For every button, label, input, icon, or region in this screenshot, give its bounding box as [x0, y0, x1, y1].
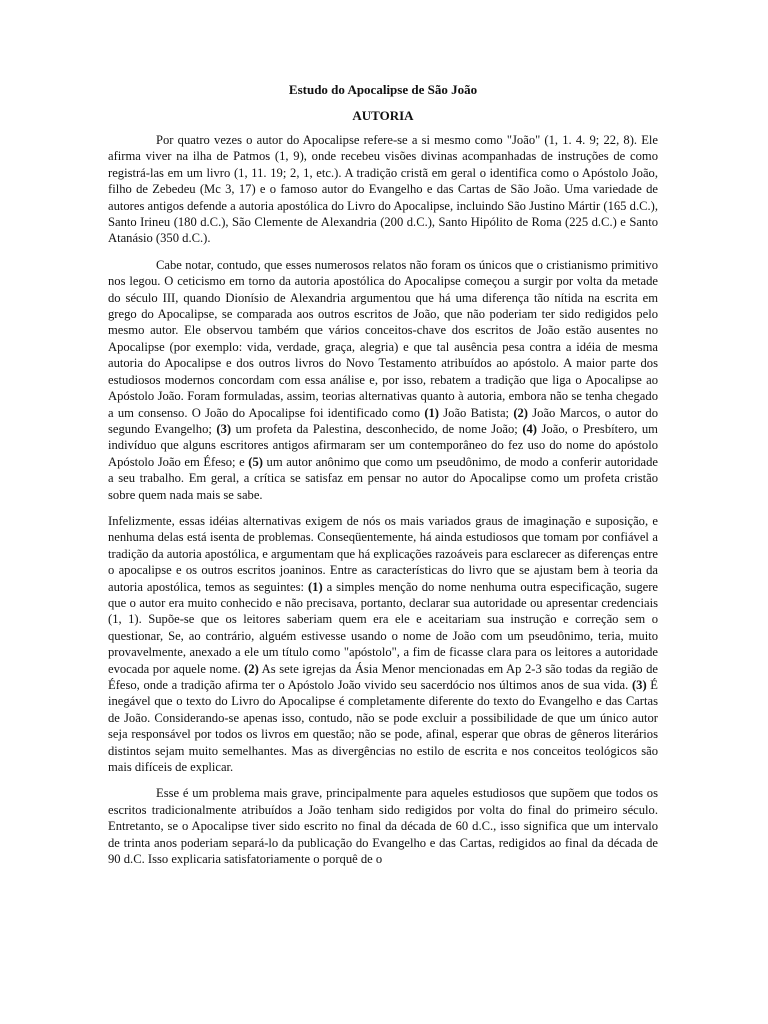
section-heading: AUTORIA — [352, 108, 414, 123]
paragraph-text: Cabe notar, contudo, que esses numerosos relatos não foram os únicos que o cristianismo primitivo nos legou. O ceticismo em torno da autoria apostólica do Apocalipse começou a surgir por volta da metade do século III, quando Dionísio de Alexandria argumentou que há uma diferença tão nítida na escrita em grego do Apocalipse, se comparada aos outros escritos de João, que não poderiam ter sido redigidos pelo mesmo autor. Ele observou também que vários conceitos-chave dos escritos de João estão ausentes no Apocalipse (por exemplo: vida, verdade, graça, alegria) e que tal ausência pesa contra a idéia de mesma autoria do Apocalipse e dos outros livros do Novo Testamento atribuídos ao apóstolo. A maior parte dos estudiosos modernos concordam com essa análise e, por isso, rebatem a tradição que liga o Apocalipse ao Apóstolo João. Foram formuladas, assim, teorias alternativas quanto à autoria, embora não se tenha chegado a um consenso. O João do Apocalipse foi identificado como — [108, 257, 658, 420]
paragraph — [108, 513, 658, 776]
paragraph-text: Infelizmente, essas idéias alternativas exigem de nós os mais variados graus de imaginação e suposição, e nenhuma delas está isenta de problemas. Conseqüentemente, há ainda estudiosos que tomam por confiável a tradição da autoria apostólica, e argumentam que há explicações razoáveis para esclarecer as diferenças entre o apocalipse e os outros escritos joaninos. Entre as características do livro que se ajustam bem à teoria da autoria apostólica, temos as seguintes: — [108, 513, 658, 594]
paragraph-text: a simples menção do nome nenhuma outra especificação, sugere que o autor era muito conhecido e não precisava, portanto, declarar sua autoridade ou apresentar credenciais (1, 1). Supõe-se que os leitores saberiam quem era ele e aceitariam sua instrução e correção sem o questionar, Se, ao contrário, alguém estivesse usando o nome de João com um pseudônimo, teria, muito provavelmente, anexado a ele um título como "apóstolo", a fim de ficasse clara para os leitores a autoridade evocada por aquele nome. — [108, 579, 659, 676]
paragraph-text: É inegável que o texto do Livro do Apocalipse é completamente diferente do texto do Evangelho e das Cartas de João. Considerando-se apenas isso, contudo, não se pode excluir a possibilidade de que um único autor seja responsável por todos os livros em questão; não se pode, afinal, esperar que obras de gêneros literários distintos sejam muito semelhantes. Mas as divergências no estilo de escrita e nos conceitos teológicos são mais difíceis de explicar. — [108, 678, 658, 775]
enumeration-marker: (2) — [513, 405, 528, 420]
body-text — [108, 132, 658, 867]
paragraph-text: As sete igrejas da Ásia Menor mencionadas em Ap 2-3 são todas da região de Éfeso, onde a tradição afirma ter o Apóstolo João vivido seu sacerdócio nos últimos anos de sua vida. — [108, 661, 658, 692]
enumeration-marker: (1) — [307, 579, 323, 594]
paragraph — [108, 132, 658, 247]
paragraph — [108, 257, 658, 503]
paragraph-text: João Marcos, o autor do segundo Evangelho; — [108, 405, 658, 436]
enumeration-marker: (2) — [244, 661, 259, 676]
enumeration-marker: (1) — [424, 405, 439, 420]
document-title: Estudo do Apocalipse de São João — [288, 82, 478, 97]
paragraph-text: João, o Presbítero, um indivíduo que alguns escritores antigos afirmaram ser um contemporâneo do fez uso do nome do apóstolo Apóstolo João em Éfeso; e — [108, 421, 658, 469]
paragraph-text: Esse é um problema mais grave, principalmente para aqueles estudiosos que supõem que todos os escritos tradicionalmente atribuídos a João tenham sido redigidos por volta do final do primeiro século. Entretanto, se o Apocalipse tiver sido escrito no final da década de 60 d.C., isso significa que um intervalo de trinta anos poderiam separá-lo da publicação do Evangelho e das Cartas, redigidos ao final da década de 90 d.C. Isso explicaria satisfatoriamente o porquê de o — [108, 786, 658, 867]
paragraph-text: Por quatro vezes o autor do Apocalipse refere-se a si mesmo como "João" (1, 1. 4. 9; 22, 8). Ele afirma viver na ilha de Patmos (1, 9), onde recebeu visões divinas acompanhadas de instruções de como registrá-las em um livro (1, 11. 19; 2, 1, etc.). A tradição cristã em geral o identifica como o Apóstolo João, filho de Zebedeu (Mc 3, 17) e o famoso autor do Evangelho e das Cartas de São João. Uma variedade de autores antigos defende a autoria apostólica do Livro do Apocalipse, incluindo São Justino Mártir (165 d.C.), Santo Irineu (180 d.C.), São Clemente de Alexandria (200 d.C.), Santo Hipólito de Roma (225 d.C.) e Santo Atanásio (350 d.C.). — [108, 133, 658, 246]
enumeration-marker: (4) — [522, 421, 537, 436]
document-page — [108, 82, 658, 877]
paragraph-text: João Batista; — [439, 405, 514, 420]
paragraph — [108, 785, 658, 867]
enumeration-marker: (3) — [631, 678, 647, 692]
paragraph-text: um autor anônimo que como um pseudônimo, de modo a conferir autoridade a seu trabalho. Em geral, a crítica se satisfaz em pensar no autor do Apocalipse como um profeta cristão sobre quem nada mais se sabe. — [108, 454, 658, 502]
paragraph-text: um profeta da Palestina, desconhecido, de nome João; — [231, 421, 523, 436]
enumeration-marker: (5) — [248, 454, 263, 469]
enumeration-marker: (3) — [216, 421, 232, 436]
